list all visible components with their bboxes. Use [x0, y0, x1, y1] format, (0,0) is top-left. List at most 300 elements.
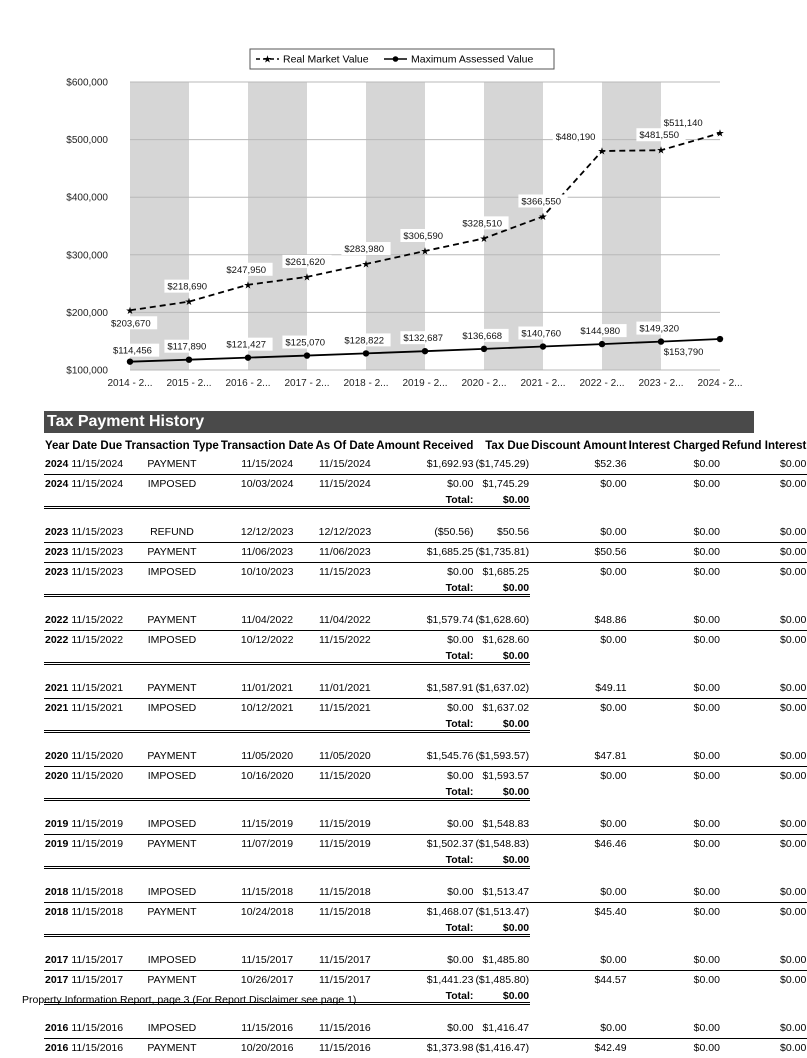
table-row: [44, 543, 807, 563]
cell-transaction-date: 11/07/2019: [220, 835, 315, 855]
cell-amount-received: $0.00: [375, 767, 474, 787]
total-row-cell: [315, 582, 376, 596]
total-row-cell: [220, 582, 315, 596]
data-point-star: ★: [244, 280, 253, 291]
tax-payment-history-table: [44, 439, 807, 1058]
cell-refund-interest: $0.00: [721, 747, 807, 767]
cell-refund-interest: $0.00: [721, 883, 807, 903]
total-row-cell: [220, 494, 315, 508]
cell-interest-charged: $0.00: [628, 883, 721, 903]
table-row: [44, 815, 807, 835]
cell-year: 2023: [44, 543, 70, 563]
cell-as-of-date: 11/15/2019: [315, 815, 376, 835]
cell-discount-amount: $52.36: [530, 455, 627, 475]
cell-interest-charged: $0.00: [628, 631, 721, 651]
data-label-text: $511,140: [664, 118, 703, 129]
cell-amount-received: ($50.56): [375, 523, 474, 543]
x-tick-label: 2021 - 2...: [520, 378, 565, 389]
cell-refund-interest: $0.00: [721, 563, 807, 583]
cell-refund-interest: $0.00: [721, 767, 807, 787]
total-row-cell: [721, 786, 807, 800]
cell-transaction-type: PAYMENT: [124, 971, 220, 991]
total-row-cell: [628, 786, 721, 800]
table-row: [44, 883, 807, 903]
total-row-cell: [530, 494, 627, 508]
total-row-cell: [530, 650, 627, 664]
data-point-star: ★: [362, 260, 371, 271]
y-tick-label: $500,000: [66, 135, 108, 146]
x-tick-label: 2014 - 2...: [107, 378, 152, 389]
data-label-real-market-value: [553, 130, 602, 143]
cell-year: 2018: [44, 903, 70, 923]
table-row: [44, 455, 807, 475]
cell-transaction-date: 11/06/2023: [220, 543, 315, 563]
cell-as-of-date: 12/12/2023: [315, 523, 376, 543]
cell-year: 2020: [44, 767, 70, 787]
x-tick-label: 2024 - 2...: [697, 378, 742, 389]
data-label-text: $203,670: [111, 318, 151, 329]
total-row-cell: [530, 718, 627, 732]
cell-as-of-date: 11/15/2019: [315, 835, 376, 855]
cell-transaction-date: 10/16/2020: [220, 767, 315, 787]
total-row-cell: [124, 650, 220, 664]
cell-date-due: 11/15/2017: [70, 951, 124, 971]
cell-tax-due: ($1,548.83): [474, 835, 530, 855]
cell-transaction-date: 11/15/2024: [220, 455, 315, 475]
cell-interest-charged: $0.00: [628, 611, 721, 631]
cell-year: 2022: [44, 611, 70, 631]
cell-transaction-date: 10/12/2022: [220, 631, 315, 651]
spacer-cell: [44, 800, 807, 816]
total-row-cell: [44, 922, 70, 936]
cell-refund-interest: $0.00: [721, 1019, 807, 1039]
cell-tax-due: ($1,513.47): [474, 903, 530, 923]
cell-date-due: 11/15/2023: [70, 563, 124, 583]
data-point-dot: [363, 350, 369, 356]
legend-dot-icon: [393, 56, 399, 62]
cell-discount-amount: $0.00: [530, 563, 627, 583]
cell-amount-received: $1,441.23: [375, 971, 474, 991]
cell-interest-charged: $0.00: [628, 903, 721, 923]
cell-transaction-type: PAYMENT: [124, 611, 220, 631]
group-spacer: [44, 732, 807, 748]
cell-tax-due: $1,628.60: [474, 631, 530, 651]
data-point-star: ★: [716, 129, 725, 140]
cell-discount-amount: $46.46: [530, 835, 627, 855]
total-row-cell: [70, 582, 124, 596]
cell-amount-received: $1,587.91: [375, 679, 474, 699]
data-point-dot: [186, 356, 192, 362]
cell-discount-amount: $0.00: [530, 815, 627, 835]
total-row: [44, 786, 807, 800]
cell-amount-received: $0.00: [375, 883, 474, 903]
cell-date-due: 11/15/2023: [70, 523, 124, 543]
data-point-dot: [304, 352, 310, 358]
cell-year: 2021: [44, 679, 70, 699]
col-header-as-of-date: As Of Date: [315, 439, 376, 455]
cell-transaction-type: PAYMENT: [124, 679, 220, 699]
total-value: $0.00: [474, 922, 530, 936]
cell-transaction-date: 11/04/2022: [220, 611, 315, 631]
cell-date-due: 11/15/2022: [70, 631, 124, 651]
cell-as-of-date: 11/15/2022: [315, 631, 376, 651]
data-label-real-market-value: [459, 216, 508, 229]
chart-legend: [250, 49, 554, 69]
cell-amount-received: $1,373.98: [375, 1039, 474, 1058]
data-label-text: $114,456: [113, 346, 152, 357]
cell-interest-charged: $0.00: [628, 523, 721, 543]
data-label-real-market-value: [164, 280, 213, 293]
cell-discount-amount: $48.86: [530, 611, 627, 631]
cell-date-due: 11/15/2018: [70, 883, 124, 903]
cell-tax-due: ($1,593.57): [474, 747, 530, 767]
total-row-cell: [220, 718, 315, 732]
cell-year: 2023: [44, 523, 70, 543]
cell-transaction-date: 10/03/2024: [220, 475, 315, 495]
cell-date-due: 11/15/2019: [70, 835, 124, 855]
cell-transaction-type: IMPOSED: [124, 951, 220, 971]
total-row-cell: [124, 582, 220, 596]
cell-transaction-date: 11/15/2016: [220, 1019, 315, 1039]
data-label-text: $247,950: [226, 265, 266, 276]
data-point-dot: [599, 341, 605, 347]
table-row: [44, 563, 807, 583]
cell-transaction-type: REFUND: [124, 523, 220, 543]
cell-transaction-date: 10/10/2023: [220, 563, 315, 583]
y-tick-label: $600,000: [66, 78, 108, 89]
data-label-maximum-assessed-value: [661, 345, 710, 358]
legend-real-market-value: Real Market Value: [283, 54, 369, 66]
cell-date-due: 11/15/2020: [70, 767, 124, 787]
data-point-star: ★: [598, 147, 607, 158]
cell-as-of-date: 11/06/2023: [315, 543, 376, 563]
total-row-cell: [628, 650, 721, 664]
cell-amount-received: $1,468.07: [375, 903, 474, 923]
total-row-cell: [315, 650, 376, 664]
total-value: $0.00: [474, 786, 530, 800]
data-label-text: $328,510: [462, 218, 502, 229]
total-label: Total:: [375, 990, 474, 1004]
x-tick-label: 2016 - 2...: [225, 378, 270, 389]
cell-transaction-type: IMPOSED: [124, 1019, 220, 1039]
total-row-cell: [315, 922, 376, 936]
total-row-cell: [530, 582, 627, 596]
page-footer: Property Information Report, page 3 (For Report Disclaimer see page 1): [22, 994, 356, 1006]
cell-amount-received: $0.00: [375, 631, 474, 651]
total-row-cell: [530, 990, 627, 1004]
data-label-text: $140,760: [521, 329, 561, 340]
total-row-cell: [721, 494, 807, 508]
cell-year: 2017: [44, 971, 70, 991]
cell-tax-due: $1,745.29: [474, 475, 530, 495]
cell-year: 2024: [44, 455, 70, 475]
cell-refund-interest: $0.00: [721, 835, 807, 855]
cell-discount-amount: $0.00: [530, 1019, 627, 1039]
cell-discount-amount: $0.00: [530, 883, 627, 903]
total-row-cell: [721, 650, 807, 664]
x-tick-label: 2015 - 2...: [166, 378, 211, 389]
data-point-star: ★: [480, 234, 489, 245]
total-row-cell: [721, 582, 807, 596]
cell-interest-charged: $0.00: [628, 679, 721, 699]
total-row-cell: [530, 922, 627, 936]
total-value: $0.00: [474, 650, 530, 664]
data-point-star: ★: [126, 306, 135, 317]
total-row-cell: [628, 922, 721, 936]
data-point-star: ★: [421, 247, 430, 258]
cell-transaction-date: 11/15/2018: [220, 883, 315, 903]
cell-as-of-date: 11/15/2017: [315, 951, 376, 971]
data-label-maximum-assessed-value: [110, 344, 159, 357]
total-row-cell: [530, 786, 627, 800]
cell-discount-amount: $0.00: [530, 523, 627, 543]
section-title-tax-payment-history: Tax Payment History: [44, 411, 754, 433]
total-row-cell: [220, 854, 315, 868]
cell-as-of-date: 11/15/2018: [315, 903, 376, 923]
cell-year: 2022: [44, 631, 70, 651]
total-row-cell: [124, 494, 220, 508]
cell-tax-due: $1,593.57: [474, 767, 530, 787]
table-header-row: [44, 439, 807, 455]
total-row-cell: [628, 494, 721, 508]
cell-refund-interest: $0.00: [721, 951, 807, 971]
cell-transaction-date: 10/12/2021: [220, 699, 315, 719]
cell-date-due: 11/15/2021: [70, 679, 124, 699]
total-row-cell: [220, 786, 315, 800]
cell-as-of-date: 11/15/2018: [315, 883, 376, 903]
legend-star-icon: ★: [263, 55, 272, 66]
cell-as-of-date: 11/01/2021: [315, 679, 376, 699]
data-label-maximum-assessed-value: [459, 329, 508, 342]
cell-year: 2021: [44, 699, 70, 719]
total-value: $0.00: [474, 854, 530, 868]
total-row-cell: [70, 786, 124, 800]
table-body: [44, 455, 807, 1058]
cell-tax-due: ($1,637.02): [474, 679, 530, 699]
total-row-cell: [220, 922, 315, 936]
total-row-cell: [44, 786, 70, 800]
cell-year: 2023: [44, 563, 70, 583]
cell-as-of-date: 11/15/2023: [315, 563, 376, 583]
cell-as-of-date: 11/15/2024: [315, 455, 376, 475]
chart-band: [366, 82, 425, 370]
total-label: Total:: [375, 718, 474, 732]
cell-transaction-date: 10/20/2016: [220, 1039, 315, 1058]
total-row-cell: [124, 854, 220, 868]
col-header-interest-charged: Interest Charged: [628, 439, 721, 455]
cell-as-of-date: 11/15/2020: [315, 767, 376, 787]
total-row-cell: [70, 718, 124, 732]
cell-transaction-type: IMPOSED: [124, 883, 220, 903]
spacer-cell: [44, 596, 807, 612]
total-row: [44, 922, 807, 936]
total-row-cell: [721, 854, 807, 868]
cell-tax-due: $1,548.83: [474, 815, 530, 835]
data-label-real-market-value: [223, 263, 272, 276]
table-row: [44, 1039, 807, 1058]
cell-transaction-date: 10/24/2018: [220, 903, 315, 923]
table-row: [44, 1019, 807, 1039]
col-header-discount-amount: Discount Amount: [530, 439, 627, 455]
data-label-real-market-value: [341, 242, 390, 255]
cell-discount-amount: $44.57: [530, 971, 627, 991]
cell-refund-interest: $0.00: [721, 1039, 807, 1058]
total-row-cell: [315, 718, 376, 732]
y-tick-label: $400,000: [66, 193, 108, 204]
data-label-text: $366,550: [521, 196, 561, 207]
total-row-cell: [124, 922, 220, 936]
cell-transaction-type: IMPOSED: [124, 563, 220, 583]
data-label-maximum-assessed-value: [223, 338, 272, 351]
cell-year: 2018: [44, 883, 70, 903]
data-label-maximum-assessed-value: [577, 324, 626, 337]
cell-tax-due: $1,685.25: [474, 563, 530, 583]
cell-amount-received: $0.00: [375, 1019, 474, 1039]
col-header-date-due: Date Due: [70, 439, 124, 455]
data-label-text: $132,687: [403, 333, 443, 344]
data-label-text: $121,427: [226, 340, 266, 351]
value-history-chart: [0, 0, 796, 400]
total-row-cell: [530, 854, 627, 868]
data-label-text: $128,822: [344, 335, 384, 346]
total-row-cell: [628, 854, 721, 868]
total-label: Total:: [375, 922, 474, 936]
group-spacer: [44, 800, 807, 816]
spacer-cell: [44, 508, 807, 524]
cell-date-due: 11/15/2024: [70, 475, 124, 495]
table-row: [44, 903, 807, 923]
cell-year: 2017: [44, 951, 70, 971]
total-row-cell: [628, 990, 721, 1004]
data-point-dot: [245, 354, 251, 360]
cell-transaction-type: PAYMENT: [124, 903, 220, 923]
x-tick-label: 2023 - 2...: [638, 378, 683, 389]
cell-transaction-type: PAYMENT: [124, 543, 220, 563]
total-row-cell: [44, 854, 70, 868]
data-label-maximum-assessed-value: [518, 327, 567, 340]
total-row-cell: [315, 494, 376, 508]
cell-amount-received: $1,692.93: [375, 455, 474, 475]
data-label-text: $117,890: [167, 342, 206, 353]
col-header-transaction-type: Transaction Type: [124, 439, 220, 455]
cell-transaction-date: 11/05/2020: [220, 747, 315, 767]
cell-amount-received: $1,685.25: [375, 543, 474, 563]
data-label-real-market-value: [108, 316, 157, 329]
total-row: [44, 650, 807, 664]
spacer-cell: [44, 732, 807, 748]
total-row-cell: [315, 854, 376, 868]
spacer-cell: [44, 868, 807, 884]
cell-interest-charged: $0.00: [628, 475, 721, 495]
total-row: [44, 718, 807, 732]
data-point-dot: [422, 348, 428, 354]
cell-transaction-date: 12/12/2023: [220, 523, 315, 543]
cell-discount-amount: $42.49: [530, 1039, 627, 1058]
table-row: [44, 951, 807, 971]
cell-discount-amount: $47.81: [530, 747, 627, 767]
table-row: [44, 747, 807, 767]
cell-date-due: 11/15/2019: [70, 815, 124, 835]
data-label-maximum-assessed-value: [282, 336, 331, 349]
cell-refund-interest: $0.00: [721, 475, 807, 495]
x-tick-label: 2017 - 2...: [284, 378, 329, 389]
data-point-dot: [717, 336, 723, 342]
group-spacer: [44, 664, 807, 680]
cell-date-due: 11/15/2018: [70, 903, 124, 923]
cell-amount-received: $0.00: [375, 475, 474, 495]
col-header-refund-interest: Refund Interest: [721, 439, 807, 455]
cell-interest-charged: $0.00: [628, 1019, 721, 1039]
data-label-text: $144,980: [580, 326, 620, 337]
cell-refund-interest: $0.00: [721, 679, 807, 699]
total-label: Total:: [375, 854, 474, 868]
total-label: Total:: [375, 650, 474, 664]
cell-interest-charged: $0.00: [628, 815, 721, 835]
cell-interest-charged: $0.00: [628, 543, 721, 563]
data-label-text: $481,550: [639, 130, 679, 141]
cell-interest-charged: $0.00: [628, 455, 721, 475]
data-label-real-market-value: [282, 255, 331, 268]
cell-tax-due: ($1,628.60): [474, 611, 530, 631]
legend-maximum-assessed-value: Maximum Assessed Value: [411, 54, 534, 66]
group-spacer: [44, 508, 807, 524]
data-label-text: $218,690: [167, 282, 207, 293]
cell-as-of-date: 11/15/2017: [315, 971, 376, 991]
total-row-cell: [721, 718, 807, 732]
cell-discount-amount: $0.00: [530, 767, 627, 787]
group-spacer: [44, 868, 807, 884]
cell-transaction-date: 11/01/2021: [220, 679, 315, 699]
total-row-cell: [70, 854, 124, 868]
data-label-maximum-assessed-value: [400, 331, 449, 344]
table-row: [44, 611, 807, 631]
y-tick-label: $300,000: [66, 250, 108, 261]
table-row: [44, 971, 807, 991]
data-label-text: $153,790: [664, 347, 704, 358]
cell-refund-interest: $0.00: [721, 971, 807, 991]
cell-amount-received: $0.00: [375, 563, 474, 583]
x-tick-label: 2018 - 2...: [343, 378, 388, 389]
total-row: [44, 582, 807, 596]
total-value: $0.00: [474, 990, 530, 1004]
cell-transaction-type: PAYMENT: [124, 747, 220, 767]
cell-transaction-date: 11/15/2017: [220, 951, 315, 971]
cell-date-due: 11/15/2024: [70, 455, 124, 475]
data-point-dot: [481, 346, 487, 352]
cell-refund-interest: $0.00: [721, 523, 807, 543]
cell-tax-due: ($1,485.80): [474, 971, 530, 991]
data-label-text: $149,320: [639, 324, 679, 335]
total-row: [44, 854, 807, 868]
spacer-cell: [44, 936, 807, 952]
total-value: $0.00: [474, 494, 530, 508]
cell-refund-interest: $0.00: [721, 815, 807, 835]
total-row-cell: [70, 494, 124, 508]
col-header-year: Year: [44, 439, 70, 455]
total-value: $0.00: [474, 582, 530, 596]
total-label: Total:: [375, 582, 474, 596]
cell-interest-charged: $0.00: [628, 699, 721, 719]
cell-date-due: 11/15/2016: [70, 1019, 124, 1039]
total-row-cell: [721, 922, 807, 936]
cell-interest-charged: $0.00: [628, 767, 721, 787]
spacer-cell: [44, 664, 807, 680]
x-tick-label: 2020 - 2...: [461, 378, 506, 389]
cell-interest-charged: $0.00: [628, 835, 721, 855]
cell-date-due: 11/15/2016: [70, 1039, 124, 1058]
total-row-cell: [721, 990, 807, 1004]
col-header-amount-received: Amount Received: [375, 439, 474, 455]
